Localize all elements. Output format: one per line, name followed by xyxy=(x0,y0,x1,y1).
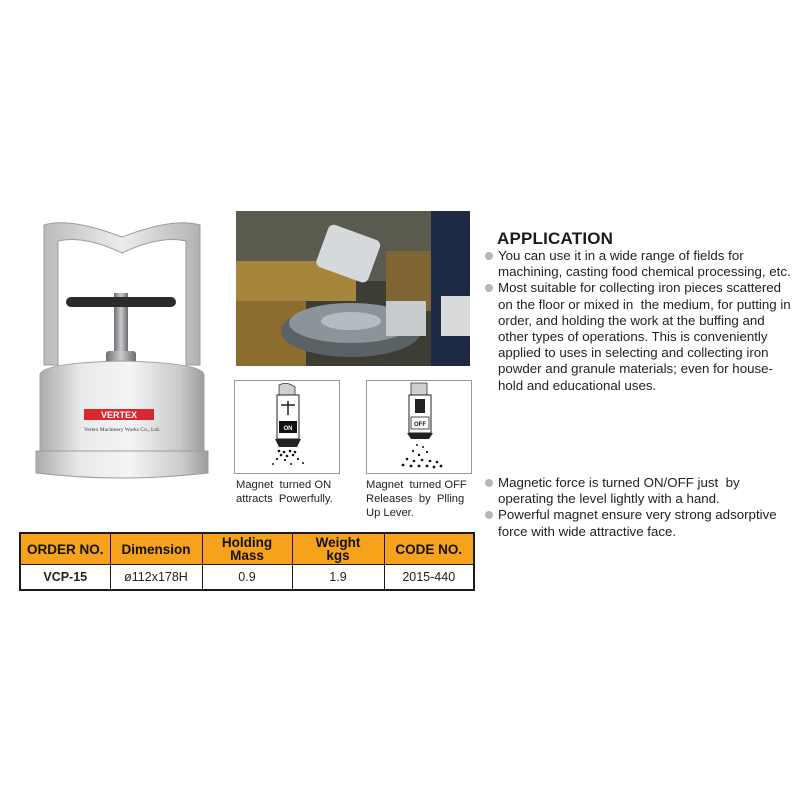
list-item xyxy=(484,507,794,539)
caption-on-line1: Magnet turned ON xyxy=(236,479,332,491)
list-item xyxy=(484,248,794,280)
magnet-on-illustration xyxy=(235,381,339,473)
cell-weight: 1.9 xyxy=(292,565,384,591)
list-item xyxy=(484,280,794,393)
header-weight xyxy=(292,533,384,565)
bullet-text: Most suitable for collecting iron pieces scattered on the floor or mixed in the medium, for putting in order, and holding the work at the buffing and other types of operations. This is conveniently applied to uses in selecting and collecting iron powder and granule materials; even for house-hold and educational uses. xyxy=(498,280,795,393)
header-holding-mass-text: Holding Mass xyxy=(221,535,273,563)
cell-code-no: 2015-440 xyxy=(384,565,474,591)
bullet-icon xyxy=(485,252,493,260)
caption-on-line2: attracts Powerfully. xyxy=(236,493,333,505)
off-label: OFF xyxy=(414,422,426,428)
cell-dimension: ø112x178H xyxy=(110,565,202,591)
caption-off-line2: Releases by Plling xyxy=(366,493,465,505)
header-code-no: CODE NO. xyxy=(384,533,474,565)
table-row xyxy=(20,565,474,591)
header-order-no: ORDER NO. xyxy=(20,533,110,565)
usage-photo xyxy=(236,211,470,366)
list-item xyxy=(484,475,794,507)
table-header-row xyxy=(20,533,474,565)
header-weight-text: Weight kgs xyxy=(315,535,361,563)
cell-holding-mass: 0.9 xyxy=(202,565,292,591)
diagram-magnet-off xyxy=(366,380,472,474)
caption-off-line3: Up Lever. xyxy=(366,507,414,519)
bullet-text: Magnetic force is turned ON/OFF just by operating the level lightly with a hand. xyxy=(498,475,744,507)
application-bullets-bottom xyxy=(484,475,794,540)
cell-order-no: VCP-15 xyxy=(20,565,110,591)
application-heading: APPLICATION xyxy=(497,229,614,248)
bullet-text: You can use it in a wide range of fields for machining, casting food chemical processing, etc. xyxy=(498,248,791,280)
bullet-icon xyxy=(485,479,493,487)
magnet-off-illustration xyxy=(367,381,471,473)
on-label: ON xyxy=(283,426,293,432)
product-image xyxy=(30,215,215,495)
caption-magnet-off xyxy=(366,478,476,520)
bullet-icon xyxy=(485,511,493,519)
bullet-icon xyxy=(485,284,493,292)
application-bullets-top xyxy=(484,248,794,394)
header-holding-mass xyxy=(202,533,292,565)
bullet-text: Powerful magnet ensure very strong adsorptive force with wide attractive face. xyxy=(498,507,781,539)
caption-off-line1: Magnet turned OFF xyxy=(366,479,467,491)
company-label: Vertex Machinery Works Co., Ltd. xyxy=(84,427,160,433)
diagram-magnet-on xyxy=(234,380,340,474)
spec-table xyxy=(19,532,475,591)
header-dimension: Dimension xyxy=(110,533,202,565)
brand-label: VERTEX xyxy=(100,410,138,420)
caption-magnet-on xyxy=(236,478,366,506)
